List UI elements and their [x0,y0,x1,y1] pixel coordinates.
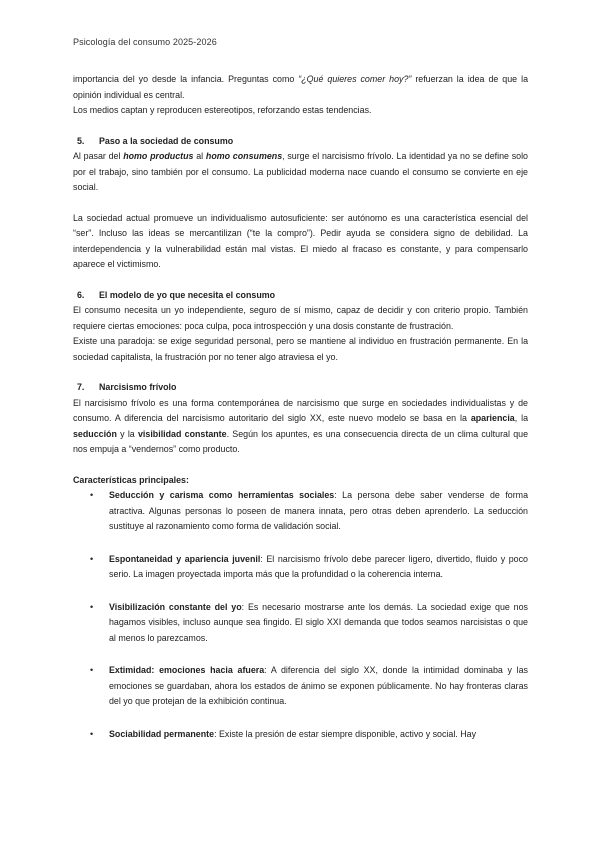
list-item-text: A diferencia del siglo XX, donde la intimidad dominaba y las emociones se guardaban, ahora los estados de ánimo se exponen públicamente. No hay fronteras claras del yo que protejan de la exhibición continua. [109,665,528,706]
list-item-text: El narcisismo frívolo debe parecer ligero, divertido, fluido y poco serio. La imagen proyectada importa más que la profundidad o la coherencia interna. [109,553,528,579]
s5-term-homo-productus: homo productus [123,151,194,161]
list-item-text: La persona debe saber venderse de forma atractiva. Algunas personas lo poseen de manera innata, pero otras deben aprenderlo. La seducción sustituye al razonamiento como forma de validación social. [109,490,529,531]
list-item [73,552,528,583]
intro-text-a: importancia del yo desde la infancia. Preguntas como [73,74,299,84]
list-item-term: Espontaneidad y apariencia juvenil [109,553,261,564]
section-6-heading [73,288,528,304]
characteristics-heading: Características principales: [73,474,189,485]
s7-text-c: , la [514,413,529,423]
list-item-term: Visibilización constante del yo [109,601,242,612]
intro-text-b: refuerzan la idea de que la opinión individual es central. [73,74,529,100]
section-7-number: 7. [77,382,85,392]
document-body [73,72,528,742]
section-5-heading [73,134,528,150]
section-6-number: 6. [77,289,85,300]
list-item [73,488,528,535]
section-6-title: El modelo de yo que necesita el consumo [99,289,276,300]
list-item-text: Existe la presión de estar siempre disponible, activo y social. Hay [219,728,477,739]
s5-text-d: , surge el narcisismo frívolo. La identidad ya no se define solo por el trabajo, sino también por el consumo. La publicidad moderna nace cuando el consumo se convierte en eje social. [73,151,528,192]
s7-term-visibilidad: visibilidad constante [138,428,227,439]
s7-text-d: y la [116,428,138,439]
section-7-title: Narcisismo frívolo [99,382,177,392]
list-item-text: Es necesario mostrarse ante los demás. La sociedad exige que nos hagamos visibles, incluso aunque sea fingido. El siglo XXI demanda que todos seamos narcisistas o que al menos lo parezcamos. [109,601,528,643]
list-item-sep: : [264,665,271,675]
list-item [73,600,528,647]
list-item-sep: : [260,553,267,564]
list-item-term: Seducción y carisma como herramientas sociales [109,490,335,500]
s7-text-a: El narcisismo frívolo es una forma contemporánea de narcisismo que surge en sociedades individualistas y de consumo. A diferencia del narcisismo autoritario del siglo XX, este nuevo modelo se basa en la [73,397,528,423]
s5-term-homo-consumens: homo consumens [205,151,283,161]
section-5-number: 5. [77,135,85,146]
intro-paragraph-1 [73,72,528,103]
s7-text-e: . Según los apuntes, es una consecuencia directa de un clima cultural que nos empuja a “vendernos” como producto. [73,428,529,454]
list-item [73,663,528,710]
section-5-paragraph-1 [73,149,528,196]
section-6-paragraph-1: El consumo necesita un yo independiente, seguro de sí mismo, capaz de decidir y con criterio propio. También requiere ciertas emociones: poca culpa, poca introspección y una dosis constante de frustración. [73,305,528,331]
list-item-sep: : [334,490,343,500]
list-item-term: Extimidad: emociones hacia afuera [109,665,265,675]
section-5-title: Paso a la sociedad de consumo [99,135,234,146]
page-header: Psicología del consumo 2025-2026 [73,37,217,47]
list-item-sep: : [241,601,248,612]
list-item-sep: : [214,728,219,739]
s5-text-c: al [193,151,206,161]
s7-term-seduccion: seducción [73,428,117,439]
list-item-term: Sociabilidad permanente [109,728,215,739]
characteristics-list [73,488,528,742]
section-7-heading [73,380,528,396]
list-item [73,727,528,743]
section-7-paragraph-1 [73,396,528,458]
s5-text-a: Al pasar del [73,151,124,161]
intro-paragraph-2: Los medios captan y reproducen estereotipos, reforzando estas tendencias. [73,105,372,115]
s7-term-apariencia: apariencia [470,413,515,423]
section-6-paragraph-2: Existe una paradoja: se exige seguridad personal, pero se mantiene al individuo en frustración permanente. En la sociedad capitalista, la frustración por no tener algo atraviesa el yo. [73,336,528,362]
section-5-paragraph-2: La sociedad actual promueve un individualismo autosuficiente: ser autónomo es una característica esencial del “ser”. Incluso las ideas se mercantilizan (“te la compro”). Pedir ayuda se considera signo de debilidad. La interdependencia y la vulnerabilidad están mal vistas. El miedo al fracaso es constante, y para compensarlo aparece el victimismo. [73,212,528,269]
intro-quote: “¿Qué quieres comer hoy?” [298,74,412,84]
